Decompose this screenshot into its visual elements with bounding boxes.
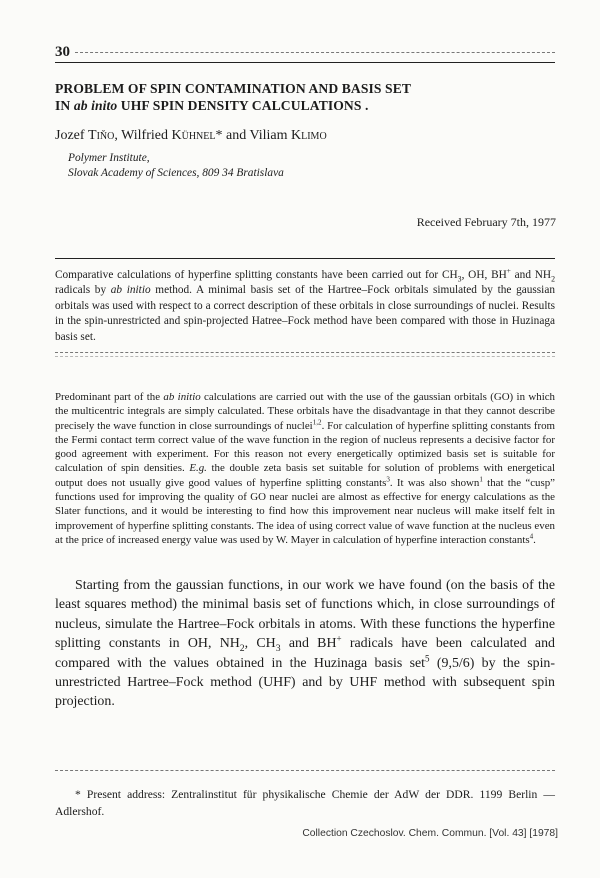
abstract: Comparative calculations of hyperfine splitting constants have been carried out for $CH_3$, OH, BH+ and $NH_2$ radicals by ab initio method. A minimal basis set of the Hartree–Fock orbitals simulated by the gaussian orbitals was used with respect to a correct description of these orbitals in close surroundings of nuclei. Results in the spin-unrestricted and spin-projected Hatree–Fock method have been compared with those in Huzinaga basis set. [55, 266, 556, 343]
citation-ref: 4 [529, 532, 534, 541]
title-line-2: IN ab inito UHF SPIN DENSITY CALCULATIONS . [55, 98, 369, 113]
page-number: 30 [55, 44, 70, 60]
header-rule-solid [55, 62, 555, 63]
affiliation [68, 151, 284, 181]
author-list: Jozef Tiňo, Wilfried Kühnel* and Viliam Klimo [55, 128, 327, 143]
journal-footer: Collection Czechoslov. Chem. Commun. [Vol. 43] [1978] [302, 828, 558, 839]
footnote-rule [55, 770, 555, 771]
abstract-bottom-rule [55, 352, 555, 353]
citation-ref: 1,2 [312, 417, 322, 426]
affiliation-institute: Polymer Institute, [68, 152, 150, 164]
abstract-bottom-rule-2 [55, 356, 555, 357]
footnote: * Present address: Zentralinstitut für physikalische Chemie der AdW der DDR. 1199 Berlin — Adlershof. [55, 788, 555, 818]
citation-ref: 3 [386, 475, 390, 484]
citation-ref: 1 [479, 475, 483, 484]
citation-ref: 5 [425, 653, 430, 663]
abstract-top-rule [55, 258, 555, 259]
header-rule-dashed [75, 52, 555, 53]
title-line-1: PROBLEM OF SPIN CONTAMINATION AND BASIS SET [55, 81, 412, 96]
received-date: Received February 7th, 1977 [416, 215, 556, 229]
introduction-paragraph: Predominant part of the ab initio calculations are carried out with the use of the gaussian orbitals (GO) in which the multicentric integrals are simply calculated. These orbitals have the disadvantage in that they cannot describe precisely the wave function in close surroundings of nuclei$^{1,2}$. For calculation of hyperfine splitting constants from the Fermi contact term correct value of the wave function in the region of nucleus represents a decisive factor for good agreement with experiment. For this reason not every energetically optimized basis set is suitable for calculation of spin densities. E.g. the double zeta basis set suitable for solution of problems with energetical output does not usually give good values of hyperfine splitting constants$^3$. It was also shown$^1$ that the “cusp” functions used for improving the quality of GO near nuclei are almost as effective for energy calculations as the Slater functions, and it would be interesting to find how this improvement near nucleus will make itself felt in improvement of hyperfine splitting constants. The idea of using correct value of wave function at the nucleus even at the price of increased energy value was used by W. Mayer in calculation of hyperfine interaction constants$^4$. [55, 391, 555, 546]
affiliation-address: Slovak Academy of Sciences, 809 34 Bratislava [68, 167, 284, 179]
article-title [55, 80, 555, 114]
body-paragraph: Starting from the gaussian functions, in our work we have found (on the basis of the least squares method) the minimal basis set of functions which, in close surroundings of nucleus, simulate the Hartree–Fock orbitals in atoms. With these functions the hyperfine splitting constants in OH, $NH_2$, $CH_3$ and BH+ radicals have been calculated and compared with the values obtained in the Huzinaga basis set$^5$ (9,5/6) by the spin-unrestricted Hartree–Fock method (UHF) and by UHF method with subsequent spin projection. [55, 578, 555, 710]
